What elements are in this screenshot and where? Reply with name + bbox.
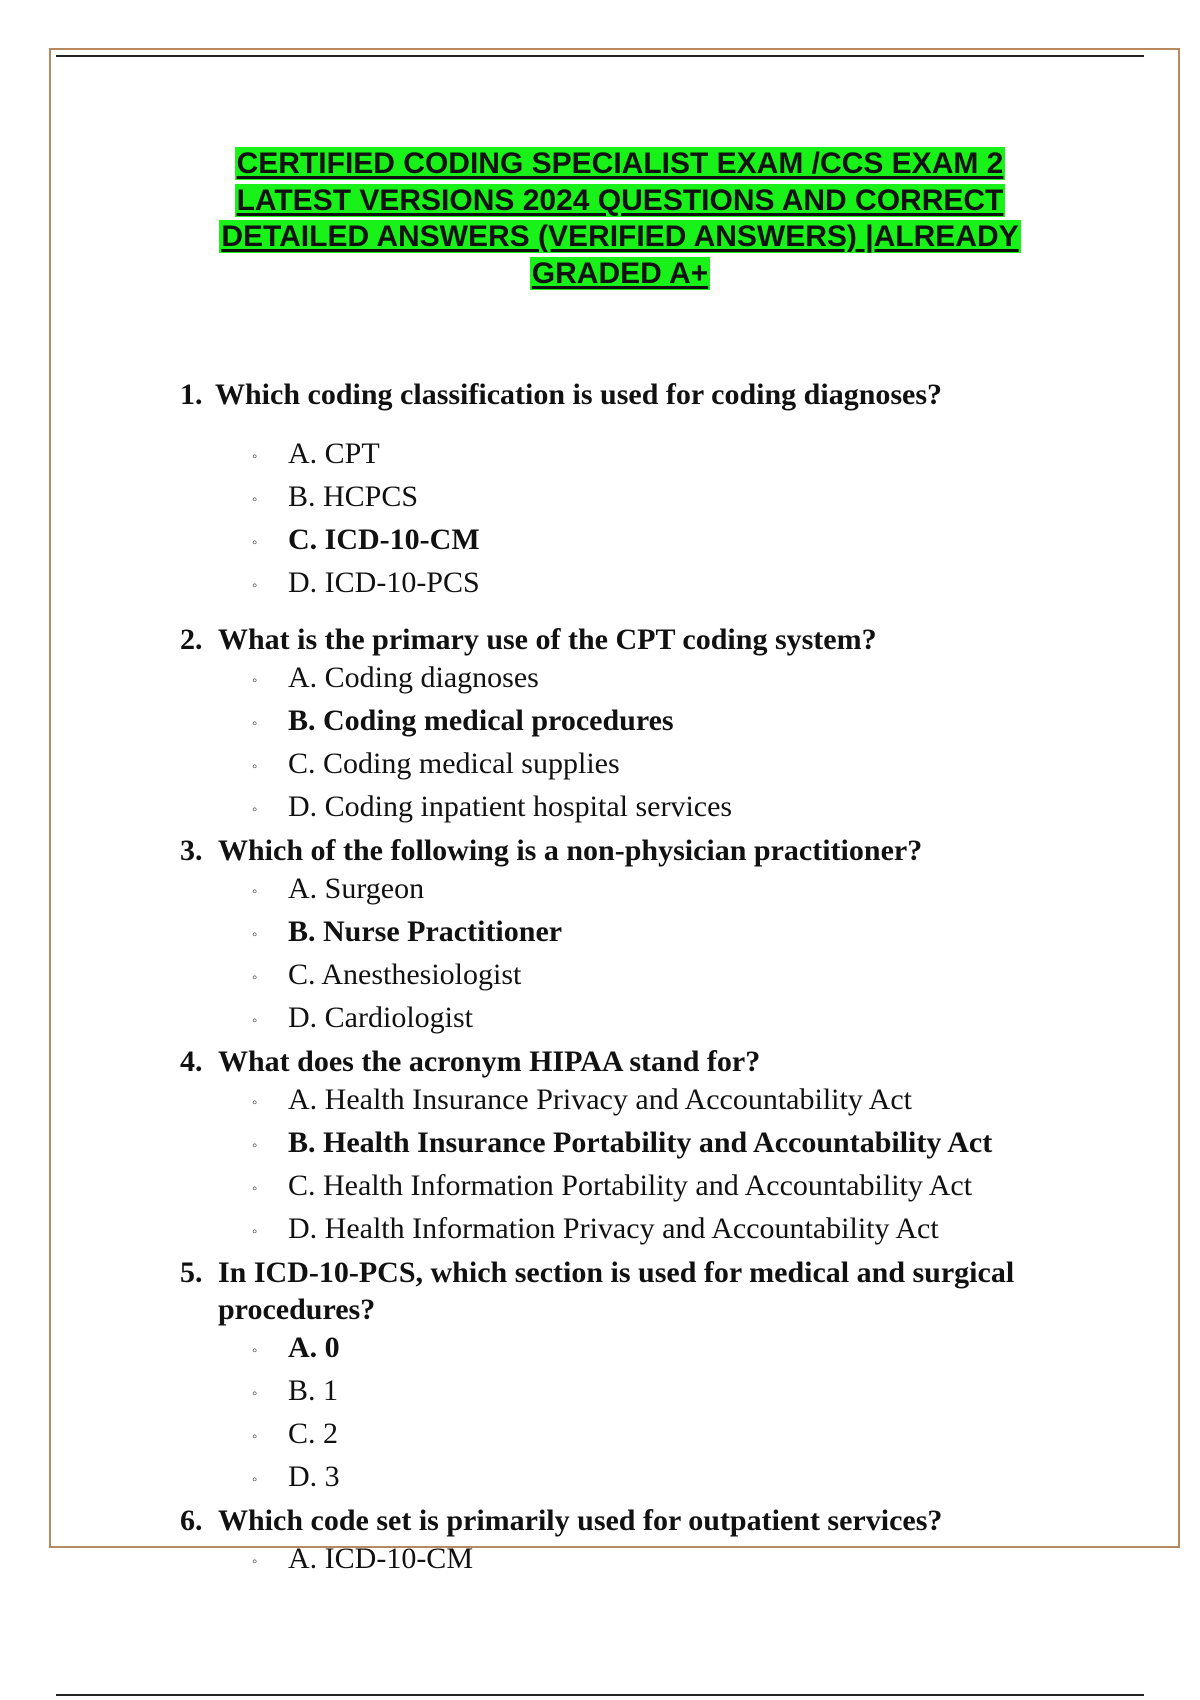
question-number: 1. bbox=[180, 378, 203, 411]
question-text: Which code set is primarily used for outpatient services? bbox=[218, 1504, 943, 1537]
circle-bullet-icon: ◦ bbox=[252, 1343, 258, 1359]
answer-option bbox=[180, 745, 1100, 788]
circle-bullet-icon: ◦ bbox=[252, 1013, 258, 1029]
title-line: DETAILED ANSWERS (VERIFIED ANSWERS) |ALREADY bbox=[221, 220, 1019, 253]
circle-bullet-icon: ◦ bbox=[252, 1472, 258, 1488]
answer-options bbox=[180, 1540, 1100, 1583]
footer-rule bbox=[56, 1694, 1144, 1696]
circle-bullet-icon: ◦ bbox=[252, 535, 258, 551]
answer-option-correct bbox=[180, 521, 1100, 564]
circle-bullet-icon: ◦ bbox=[252, 716, 258, 732]
circle-bullet-icon: ◦ bbox=[252, 927, 258, 943]
question-text: Which coding classification is used for coding diagnoses? bbox=[215, 378, 943, 411]
circle-bullet-icon: ◦ bbox=[252, 1429, 258, 1445]
answer-option-text: C. ICD-10-CM bbox=[288, 523, 480, 556]
question-number: 2. bbox=[180, 623, 203, 656]
circle-bullet-icon: ◦ bbox=[252, 1095, 258, 1111]
title-line: CERTIFIED CODING SPECIALIST EXAM /CCS EXAM 2 bbox=[236, 147, 1004, 180]
answer-option-text: A. Surgeon bbox=[288, 872, 425, 905]
answer-option-text: A. Health Insurance Privacy and Accountability Act bbox=[288, 1083, 912, 1116]
answer-option bbox=[180, 1415, 1100, 1458]
question-number: 4. bbox=[180, 1045, 203, 1078]
circle-bullet-icon: ◦ bbox=[252, 449, 258, 465]
answer-option bbox=[180, 1167, 1100, 1210]
question-number: 3. bbox=[180, 834, 203, 867]
answer-option-correct bbox=[180, 1124, 1100, 1167]
answer-option-correct bbox=[180, 913, 1100, 956]
circle-bullet-icon: ◦ bbox=[252, 1224, 258, 1240]
circle-bullet-icon: ◦ bbox=[252, 970, 258, 986]
answer-option bbox=[180, 870, 1100, 913]
answer-option-text: A. ICD-10-CM bbox=[288, 1542, 473, 1575]
answer-option-text: A. 0 bbox=[288, 1331, 340, 1364]
answer-option bbox=[180, 478, 1100, 521]
answer-option bbox=[180, 1372, 1100, 1415]
question-heading bbox=[180, 1254, 1100, 1328]
circle-bullet-icon: ◦ bbox=[252, 884, 258, 900]
answer-option bbox=[180, 999, 1100, 1042]
title-line: LATEST VERSIONS 2024 QUESTIONS AND CORRECT bbox=[236, 183, 1004, 217]
question-number: 5. bbox=[180, 1256, 203, 1289]
answer-option-correct bbox=[180, 1329, 1100, 1372]
question-text: Which of the following is a non-physician practitioner? bbox=[218, 834, 923, 867]
answer-option bbox=[180, 788, 1100, 831]
question-item bbox=[180, 1502, 1100, 1583]
answer-option bbox=[180, 564, 1100, 607]
circle-bullet-icon: ◦ bbox=[252, 759, 258, 775]
answer-option-text: D. Health Information Privacy and Accountability Act bbox=[288, 1212, 939, 1245]
question-item bbox=[180, 832, 1100, 1042]
answer-option bbox=[180, 1081, 1100, 1124]
answer-options bbox=[180, 435, 1100, 607]
circle-bullet-icon: ◦ bbox=[252, 578, 258, 594]
question-heading bbox=[180, 1502, 1100, 1539]
circle-bullet-icon: ◦ bbox=[252, 1138, 258, 1154]
answer-option-text: B. HCPCS bbox=[288, 480, 419, 513]
answer-options bbox=[180, 659, 1100, 831]
answer-option bbox=[180, 1210, 1100, 1253]
question-item bbox=[180, 1043, 1100, 1253]
answer-options bbox=[180, 1081, 1100, 1253]
question-number: 6. bbox=[180, 1504, 203, 1537]
header-rule bbox=[56, 55, 1144, 57]
answer-option-text: C. 2 bbox=[288, 1417, 339, 1450]
answer-option-text: D. 3 bbox=[288, 1460, 340, 1493]
answer-option-text: A. CPT bbox=[288, 437, 380, 470]
circle-bullet-icon: ◦ bbox=[252, 1386, 258, 1402]
answer-option-text: B. Nurse Practitioner bbox=[288, 915, 563, 948]
answer-option-text: C. Coding medical supplies bbox=[288, 747, 620, 780]
question-item bbox=[180, 376, 1100, 607]
circle-bullet-icon: ◦ bbox=[252, 802, 258, 818]
answer-option-text: C. Health Information Portability and Accountability Act bbox=[288, 1169, 973, 1202]
question-heading bbox=[180, 832, 1100, 869]
answer-option bbox=[180, 956, 1100, 999]
question-text: What is the primary use of the CPT coding system? bbox=[218, 623, 877, 656]
answer-option-text: D. ICD-10-PCS bbox=[288, 566, 480, 599]
title-line: GRADED A+ bbox=[531, 256, 709, 290]
answer-option bbox=[180, 435, 1100, 478]
circle-bullet-icon: ◦ bbox=[252, 1554, 258, 1570]
answer-option bbox=[180, 1540, 1100, 1583]
question-item bbox=[180, 621, 1100, 831]
circle-bullet-icon: ◦ bbox=[252, 673, 258, 689]
question-list bbox=[180, 376, 1100, 1584]
answer-options bbox=[180, 1329, 1100, 1501]
question-heading bbox=[180, 1043, 1100, 1080]
answer-option-text: D. Cardiologist bbox=[288, 1001, 473, 1034]
answer-option-text: C. Anesthesiologist bbox=[288, 958, 522, 991]
question-text: In ICD-10-PCS, which section is used for medical and surgical procedures? bbox=[218, 1256, 1015, 1326]
answer-option-text: B. Coding medical procedures bbox=[288, 704, 674, 737]
question-text: What does the acronym HIPAA stand for? bbox=[218, 1045, 761, 1078]
answer-option bbox=[180, 659, 1100, 702]
answer-option-correct bbox=[180, 702, 1100, 745]
question-heading bbox=[180, 376, 1100, 413]
answer-option bbox=[180, 1458, 1100, 1501]
answer-options bbox=[180, 870, 1100, 1042]
circle-bullet-icon: ◦ bbox=[252, 492, 258, 508]
answer-option-text: D. Coding inpatient hospital services bbox=[288, 790, 733, 823]
answer-option-text: A. Coding diagnoses bbox=[288, 661, 539, 694]
answer-option-text: B. Health Insurance Portability and Accountability Act bbox=[288, 1126, 993, 1159]
question-heading bbox=[180, 621, 1100, 658]
document-title bbox=[180, 146, 1060, 292]
answer-option-text: B. 1 bbox=[288, 1374, 339, 1407]
circle-bullet-icon: ◦ bbox=[252, 1181, 258, 1197]
question-item bbox=[180, 1254, 1100, 1501]
